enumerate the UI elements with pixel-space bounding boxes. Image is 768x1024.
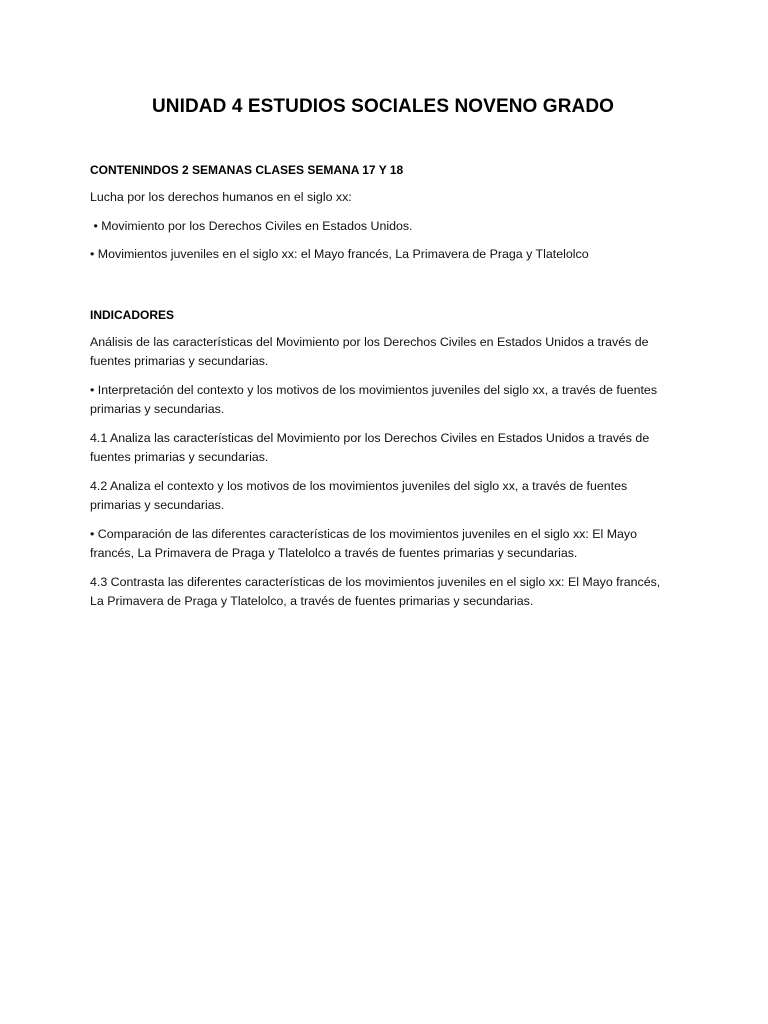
indicador-paragraph: 4.2 Analiza el contexto y los motivos de los movimientos juveniles del siglo xx, a través de fuentes primarias y secundarias. [90, 478, 628, 512]
indicador-paragraph: • Comparación de las diferentes características de los movimientos juveniles en el siglo xx: El Mayo francés, La Primavera de Praga y Tlatelolco a través de fuentes primarias y secundarias. [90, 526, 638, 560]
contenidos-line: • Movimientos juveniles en el siglo xx: el Mayo francés, La Primavera de Praga y Tlatelolco [90, 247, 589, 261]
indicador-paragraph: 4.3 Contrasta las diferentes características de los movimientos juveniles en el siglo xx: El Mayo francés, La Primavera de Praga y Tlatelolco, a través de fuentes primarias y secundarias. [90, 574, 661, 608]
indicador-paragraph: • Interpretación del contexto y los motivos de los movimientos juveniles del siglo xx, a través de fuentes primarias y secundarias. [90, 382, 658, 416]
contenidos-line: • Movimiento por los Derechos Civiles en Estados Unidos. [90, 218, 413, 233]
contenidos-heading: CONTENINDOS 2 SEMANAS CLASES SEMANA 17 Y 18 [90, 163, 404, 177]
indicadores-heading: INDICADORES [90, 307, 175, 322]
document-title: UNIDAD 4 ESTUDIOS SOCIALES NOVENO GRADO [151, 96, 615, 117]
indicador-paragraph: 4.1 Analiza las características del Movimiento por los Derechos Civiles en Estados Unidos a través de fuentes primarias y secundarias. [90, 430, 650, 464]
contenidos-line: Lucha por los derechos humanos en el siglo xx: [90, 190, 352, 204]
indicador-paragraph: Análisis de las características del Movimiento por los Derechos Civiles en Estados Unidos a través de fuentes primarias y secundarias. [90, 334, 649, 368]
